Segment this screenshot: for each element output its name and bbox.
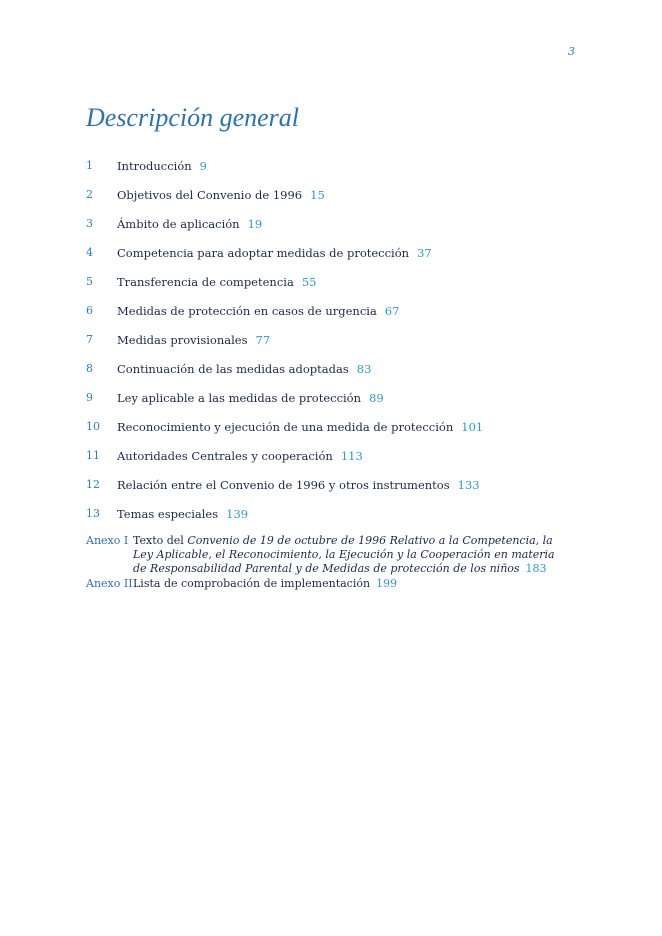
toc-label: Objetivos del Convenio de 1996 (117, 188, 303, 202)
toc-label: Transferencia de competencia (117, 275, 294, 289)
toc-entry-12[interactable] (86, 477, 566, 506)
toc-page: 19 (247, 217, 263, 231)
toc-entry-4[interactable] (86, 245, 566, 274)
toc-entry-11[interactable] (86, 448, 566, 477)
toc-entry-3[interactable] (86, 216, 566, 245)
toc-number: 12 (86, 478, 100, 491)
toc-number: 6 (86, 304, 93, 317)
toc-entry-5[interactable] (86, 274, 566, 303)
table-of-contents (86, 158, 566, 535)
toc-page: 101 (461, 420, 484, 434)
toc-number: 4 (86, 246, 93, 259)
annex-label: Lista de comprobación de implementación (133, 577, 371, 590)
toc-page: 139 (226, 507, 249, 521)
toc-label: Reconocimiento y ejecución de una medida de protección (117, 420, 454, 434)
toc-number: 10 (86, 420, 100, 433)
page-number: 3 (568, 45, 575, 58)
toc-page: 37 (417, 246, 432, 260)
toc-entry-7[interactable] (86, 332, 566, 361)
toc-entry-10[interactable] (86, 419, 566, 448)
annex-list (86, 534, 566, 591)
toc-page: 15 (310, 188, 325, 202)
toc-label: Introducción (117, 159, 192, 173)
toc-number: 13 (86, 507, 100, 520)
toc-entry-2[interactable] (86, 187, 566, 216)
toc-entry-8[interactable] (86, 361, 566, 390)
toc-entry-9[interactable] (86, 390, 566, 419)
annex-tag: Anexo I (86, 534, 129, 547)
toc-entry-1[interactable] (86, 158, 566, 187)
toc-page: 89 (369, 391, 384, 405)
annex-entry-2[interactable] (86, 577, 566, 591)
toc-page: 9 (199, 159, 207, 173)
toc-label: Competencia para adoptar medidas de protección (117, 246, 410, 260)
annex-page: 183 (525, 562, 547, 575)
toc-page: 133 (457, 478, 480, 492)
toc-label: Ámbito de aplicación (117, 217, 240, 231)
toc-number: 7 (86, 333, 93, 346)
toc-page: 113 (340, 449, 363, 463)
toc-entry-13[interactable] (86, 506, 566, 535)
toc-label: Autoridades Centrales y cooperación (117, 449, 333, 463)
annex-page: 199 (376, 577, 398, 590)
toc-label: Medidas provisionales (117, 333, 248, 347)
toc-page: 83 (356, 362, 372, 376)
annex-entry-1[interactable] (86, 534, 566, 576)
page-title: Descripción general (86, 103, 300, 132)
toc-number: 3 (86, 217, 93, 230)
annex-tag: Anexo II (86, 577, 133, 590)
toc-entry-6[interactable] (86, 303, 566, 332)
toc-number: 9 (86, 391, 93, 404)
annex-title (133, 577, 566, 591)
toc-page: 55 (301, 275, 317, 289)
toc-page: 67 (384, 304, 400, 318)
annex-title (133, 534, 566, 576)
toc-label: Relación entre el Convenio de 1996 y otros instrumentos (117, 478, 450, 492)
toc-label: Medidas de protección en casos de urgencia (117, 304, 377, 318)
toc-label: Temas especiales (117, 507, 219, 521)
toc-label: Ley aplicable a las medidas de protección (117, 391, 362, 405)
toc-number: 8 (86, 362, 93, 375)
toc-number: 2 (86, 188, 93, 201)
annex-italic-title: Convenio de 19 de octubre de 1996 Relativo a la Competencia, la Ley Aplicable, el Reconocimiento, la Ejecución y la Cooperación en materia de Responsabilidad Parental y de Medidas de protección de los niños (133, 534, 555, 575)
toc-number: 11 (86, 449, 100, 462)
toc-number: 1 (86, 159, 93, 172)
annex-prefix: Texto del (133, 534, 188, 547)
toc-label: Continuación de las medidas adoptadas (117, 362, 349, 376)
toc-page: 77 (255, 333, 271, 347)
toc-number: 5 (86, 275, 93, 288)
